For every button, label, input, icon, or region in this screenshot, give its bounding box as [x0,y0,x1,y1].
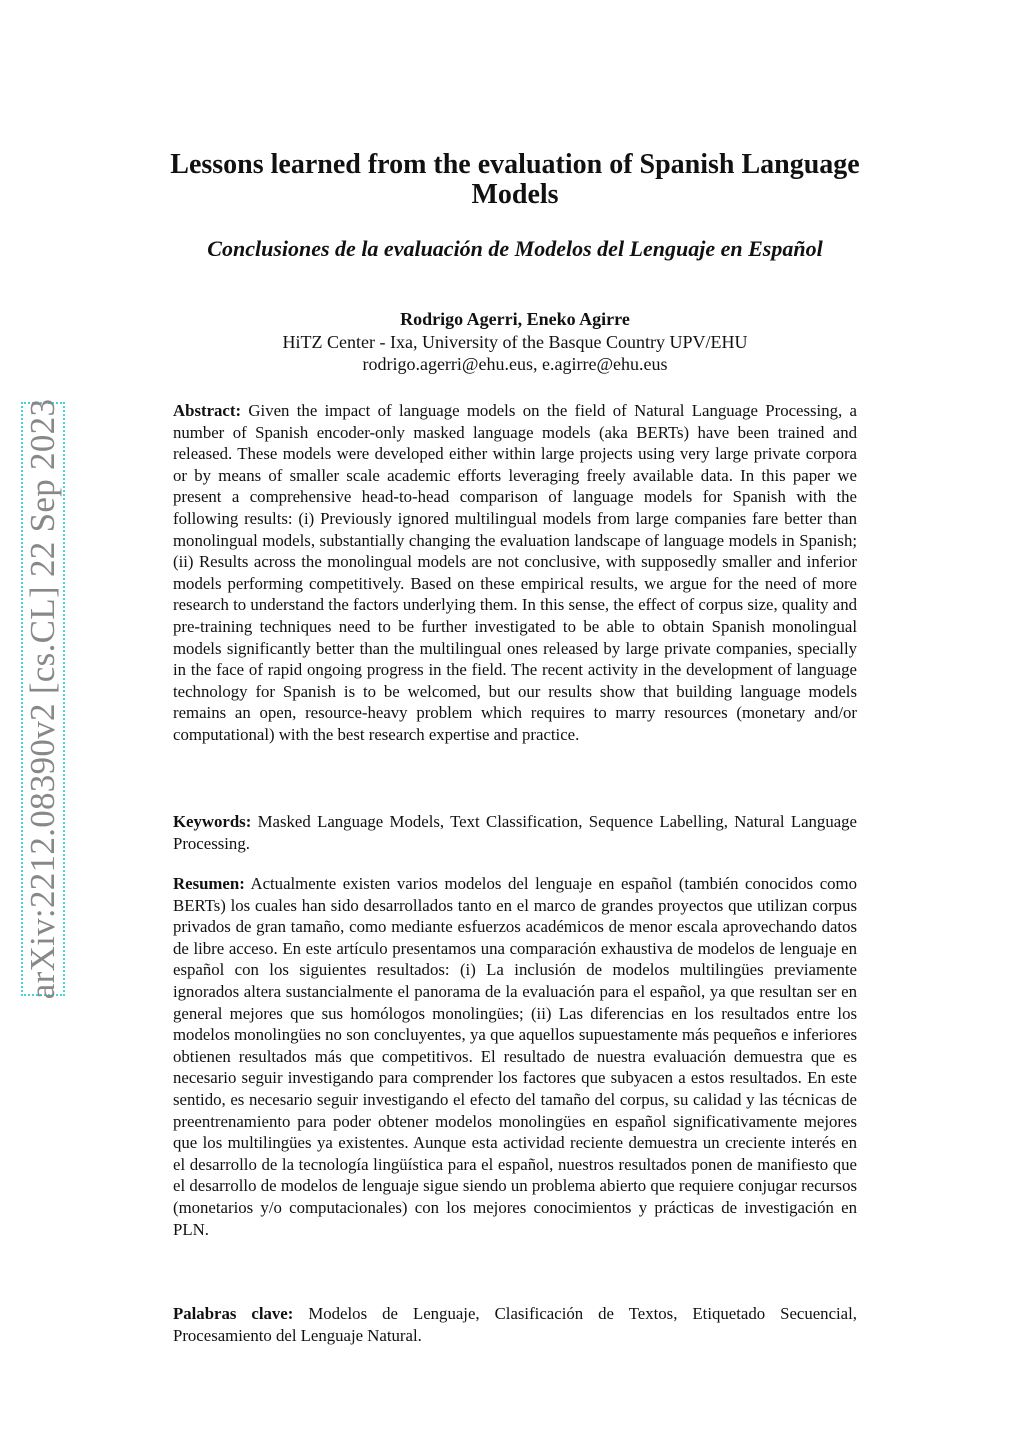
palabras-clave [173,1303,857,1346]
resumen [173,873,857,1240]
keywords-text: Masked Language Models, Text Classification, Sequence Labelling, Natural Language Processing. [173,812,858,853]
keywords [173,811,857,854]
resumen-label: Resumen: [173,874,245,893]
abstract [173,400,857,746]
resumen-text: Actualmente existen varios modelos del lenguaje en español (también conocidos como BERTs) los cuales han sido desarrollados tanto en el marco de grandes proyectos que utilizan corpus privados de gran tamaño, como mediante esfuerzos académicos de menor escala aprovechando datos de libre acceso. En este artículo presentamos una comparación exhaustiva de modelos de lenguaje en español con los siguientes resultados: (i) La inclusión de modelos multilingües previamente ignorados altera sustancialmente el panorama de la evaluación para el español, ya que resultan ser en general mejores que sus homólogos monolingües; (ii) Las diferencias en los resultados entre los modelos monolingües no son concluyentes, ya que aquellos supuestamente más pequeños e inferiores obtienen resultados más que competitivos. El resultado de nuestra evaluación demuestra que es necesario seguir investigando para comprender los factores que subyacen a estos resultados. En este sentido, es necesario seguir investigando el efecto del tamaño del corpus, su calidad y las técnicas de preentrenamiento para poder obtener modelos monolingües en español significativamente mejores que los multilingües ya existentes. Aunque esta actividad reciente demuestra un creciente interés en el desarrollo de la tecnología lingüística para el español, nuestros resultados ponen de manifiesto que el desarrollo de modelos de lenguaje sigue siendo un problema abierto que requiere conjugar recursos (monetarios y/o computacionales) con los mejores conocimientos y prácticas de investigación en PLN. [173,874,857,1239]
paper-title: Lessons learned from the evaluation of Spanish Language Models [170,149,860,210]
authors: Rodrigo Agerri, Eneko Agirre [400,309,630,329]
keywords-label: Keywords: [173,812,252,831]
arxiv-stamp [21,398,65,1000]
palabras-clave-label: Palabras clave: [173,1304,294,1323]
affiliation: HiTZ Center - Ixa, University of the Basque Country UPV/EHU [282,332,748,352]
paper-subtitle: Conclusiones de la evaluación de Modelos del Lenguaje en Español [207,236,823,261]
abstract-text: Given the impact of language models on the field of Natural Language Processing, a number of Spanish encoder-only masked language models (aka BERTs) have been trained and released. These models were developed either within large projects using very large private corpora or by means of smaller scale academic efforts leveraging freely available data. In this paper we present a comprehensive head-to-head comparison of language models for Spanish with the following results: (i) Previously ignored multilingual models from large companies fare better than monolingual models, substantially changing the evaluation landscape of language models in Spanish; (ii) Results across the monolingual models are not conclusive, with supposedly smaller and inferior models performing competitively. Based on these empirical results, we argue for the need of more research to understand the factors underlying them. In this sense, the effect of corpus size, quality and pre-training techniques need to be further investigated to be able to obtain Spanish monolingual models significantly better than the multilingual ones released by large private companies, specially in the face of rapid ongoing progress in the field. The recent activity in the development of language technology for Spanish is to be welcomed, but our results show that building language models remains an open, resource-heavy problem which requires to marry resources (monetary and/or computational) with the best research expertise and practice. [173,401,857,744]
arxiv-id: arXiv:2212.08390v2 [cs.CL] 22 Sep 2023 [23,398,62,1000]
emails: rodrigo.agerri@ehu.eus, e.agirre@ehu.eus [362,354,668,374]
palabras-clave-text: Modelos de Lenguaje, Clasificación de Textos, Etiquetado Secuencial, Procesamiento del Lenguaje Natural. [173,1304,857,1345]
abstract-label: Abstract: [173,401,242,420]
